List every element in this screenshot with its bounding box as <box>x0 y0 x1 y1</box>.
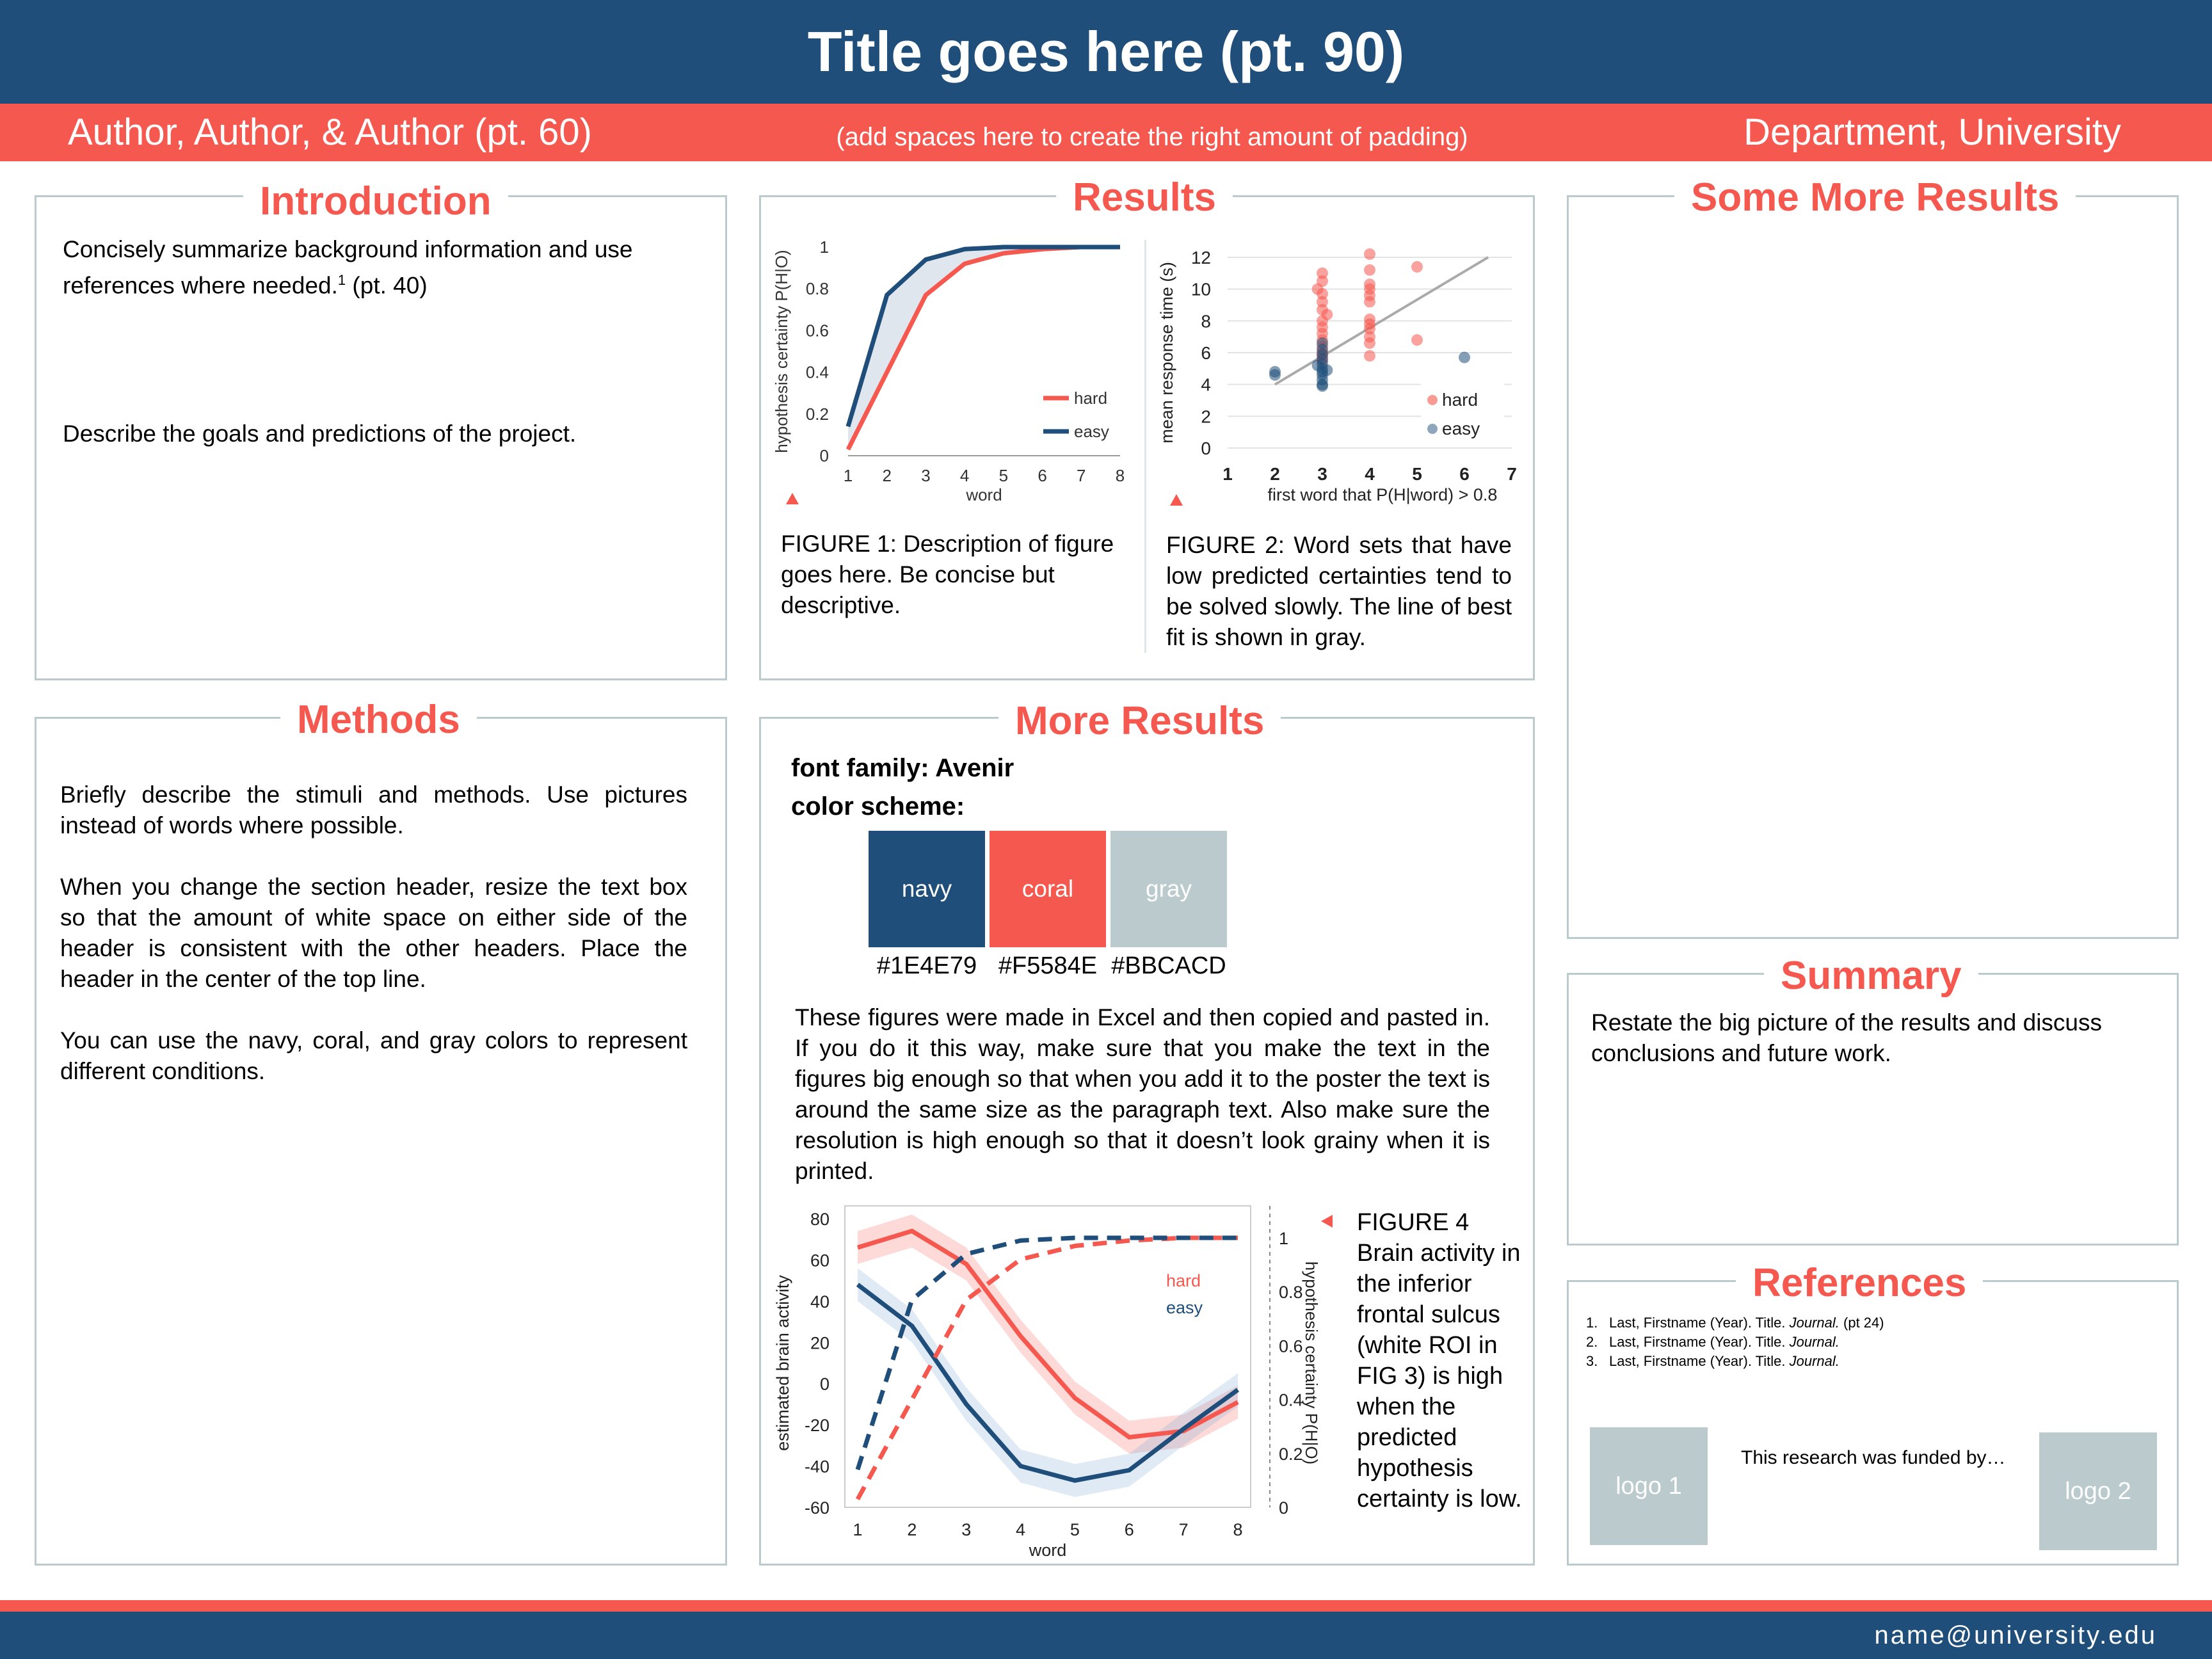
scatter-point-hard <box>1364 264 1375 276</box>
y-tick-label: 12 <box>1190 248 1211 268</box>
introduction-text: Concisely summarize background information and use references where needed. <box>63 236 633 299</box>
department: Department, University <box>1743 111 2121 153</box>
legend-swatch-easy <box>1427 424 1438 434</box>
x-axis-label: first word that P(H|word) > 0.8 <box>1267 485 1498 504</box>
introduction-title: Introduction <box>243 179 508 224</box>
methods-para-3: You can use the navy, coral, and gray colors to represent different conditions. <box>60 1027 687 1084</box>
methods-title: Methods <box>280 698 477 742</box>
x-tick-label: 7 <box>1178 1520 1189 1539</box>
x-tick-label: 6 <box>1124 1520 1134 1539</box>
x-tick-label: 1 <box>843 466 853 485</box>
swatch-gray-hex: #BBCACD <box>1111 952 1226 979</box>
scatter-point-hard <box>1312 284 1324 295</box>
legend-swatch-hard <box>1427 395 1438 405</box>
scatter-point-hard <box>1364 248 1375 260</box>
y-tick-label: 0.4 <box>805 362 829 382</box>
legend-label-easy: easy <box>1074 422 1109 441</box>
figure-4-caption: FIGURE 4 Brain activity in the inferior frontal sulcus (white ROI in FIG 3) is high when the predicted hypothesis certainty is low. <box>1357 1209 1522 1512</box>
scatter-point-easy <box>1269 369 1281 381</box>
figure-2-chart <box>1152 230 1523 518</box>
swatch-navy-hex: #1E4E79 <box>876 952 977 979</box>
legend-label-hard: hard <box>1442 390 1479 410</box>
y-axis-label: hypothesis certainty P(H|O) <box>772 250 791 453</box>
x-tick-label: 6 <box>1459 464 1470 484</box>
more-results-title: More Results <box>998 699 1281 744</box>
triangle-marker-icon <box>786 493 799 504</box>
figure-1-caption: FIGURE 1: Description of figure goes here. Be concise but descriptive. <box>781 531 1114 618</box>
logo-2: logo 2 <box>2039 1432 2157 1550</box>
y-tick-label: -60 <box>804 1498 830 1518</box>
x-tick-label: 4 <box>959 466 970 485</box>
methods-text <box>60 780 687 1087</box>
x-tick-label: 7 <box>1507 464 1517 484</box>
x-tick-label: 5 <box>1412 464 1422 484</box>
y2-tick-label: 0.4 <box>1279 1390 1303 1410</box>
y-tick-label: 6 <box>1201 343 1211 363</box>
y-tick-label: 80 <box>810 1210 830 1229</box>
y-tick-label: 20 <box>810 1333 830 1353</box>
introduction-para-1 <box>63 234 703 301</box>
x-tick-label: 6 <box>1038 466 1047 485</box>
triangle-marker-icon <box>1170 494 1183 506</box>
introduction-size-note: (pt. 40) <box>346 272 428 299</box>
x-axis-label: word <box>966 485 1002 504</box>
swatch-navy: navy <box>869 831 985 947</box>
scatter-point-easy <box>1317 380 1328 392</box>
contact-email: name@university.edu <box>1874 1621 2157 1649</box>
methods-para-2: When you change the section header, resize the text box so that the amount of white space on either side of the header is consistent with the other headers. Place the header in the center of the top line. <box>60 874 687 992</box>
y2-tick-label: 0 <box>1279 1498 1289 1518</box>
y-axis-label: estimated brain activity <box>773 1275 792 1451</box>
y-tick-label: 4 <box>1201 374 1211 395</box>
x-tick-label: 3 <box>961 1520 972 1539</box>
y-tick-label: -40 <box>804 1457 830 1477</box>
legend-label-hard: hard <box>1074 389 1108 408</box>
y-tick-label: 0 <box>819 446 829 465</box>
some-more-results-title: Some More Results <box>1674 175 2076 220</box>
y-tick-label: 0.6 <box>805 321 829 341</box>
y2-tick-label: 0.2 <box>1279 1444 1303 1464</box>
y-tick-label: 0.2 <box>805 404 829 424</box>
reference-superscript: 1 <box>337 272 346 288</box>
reference-item: 1. Last, Firstname (Year). Title. Journal. (pt 24) <box>1586 1315 1884 1331</box>
y-tick-label: 10 <box>1190 279 1211 300</box>
scatter-point-hard <box>1364 296 1375 308</box>
scatter-point-hard <box>1321 309 1333 320</box>
x-tick-label: 4 <box>1365 464 1375 484</box>
y-tick-label: 60 <box>810 1251 830 1270</box>
methods-para-1: Briefly describe the stimuli and methods. Use pictures instead of words where possible. <box>60 781 687 838</box>
x-tick-label: 4 <box>1016 1520 1026 1539</box>
x-tick-label: 2 <box>882 466 892 485</box>
padding-note: (add spaces here to create the right amount of padding) <box>836 123 1468 151</box>
reference-item: 2. Last, Firstname (Year). Title. Journal. <box>1586 1334 1839 1350</box>
x-tick-label: 3 <box>921 466 931 485</box>
x-axis-label: word <box>1029 1541 1067 1560</box>
scatter-point-hard <box>1364 337 1375 349</box>
scatter-point-hard <box>1411 334 1423 346</box>
y-axis-label: mean response time (s) <box>1157 262 1176 444</box>
figure-2-caption: FIGURE 2: Word sets that have low predicted certainties tend to be solved slowly. The line of best fit is shown in gray. <box>1166 532 1512 650</box>
legend-label-easy: easy <box>1442 419 1480 438</box>
some-more-results-panel <box>1567 195 2179 939</box>
y2-axis-label: hypothesis certainty P(H|O) <box>1302 1261 1321 1465</box>
x-tick-label: 8 <box>1233 1520 1243 1539</box>
figure-4-chart <box>768 1203 1331 1568</box>
logo-1: logo 1 <box>1590 1427 1708 1545</box>
legend-label-hard: hard <box>1166 1271 1201 1290</box>
references-list <box>1586 1313 2162 1371</box>
scatter-point-hard <box>1364 350 1375 362</box>
reference-item: 3. Last, Firstname (Year). Title. Journal. <box>1586 1353 1839 1369</box>
y-tick-label: 0 <box>819 1374 830 1394</box>
x-tick-label: 5 <box>1070 1520 1080 1539</box>
poster-title: Title goes here (pt. 90) <box>807 20 1405 83</box>
y-tick-label: -20 <box>804 1416 830 1436</box>
x-tick-label: 2 <box>907 1520 917 1539</box>
scatter-point-easy <box>1459 351 1470 363</box>
swatch-gray: gray <box>1110 831 1227 947</box>
y2-tick-label: 0.6 <box>1279 1336 1303 1356</box>
triangle-marker-icon <box>1321 1215 1333 1228</box>
summary-title: Summary <box>1764 954 1978 998</box>
swatch-coral: coral <box>990 831 1106 947</box>
more-results-paragraph: These figures were made in Excel and then copied and pasted in. If you do it this way, make sure that you make the text in the figures big enough so that when you add it to the poster the text is around the same size as the paragraph text. Also make sure the resolution is high enough so that it doesn’t look grainy when it is printed. <box>795 1004 1490 1184</box>
swatch-coral-hex: #F5584E <box>998 952 1098 979</box>
y2-tick-label: 1 <box>1279 1229 1289 1248</box>
funding-note: This research was funded by… <box>1741 1447 2006 1468</box>
y2-tick-label: 0.8 <box>1279 1283 1303 1302</box>
color-scheme-label: color scheme: <box>791 792 965 821</box>
x-tick-label: 1 <box>1222 464 1233 484</box>
y-tick-label: 0.8 <box>805 279 829 299</box>
y-tick-label: 40 <box>810 1292 830 1311</box>
x-tick-label: 2 <box>1270 464 1280 484</box>
scatter-point-easy <box>1321 364 1333 376</box>
results-title: Results <box>1056 175 1233 220</box>
y-tick-label: 8 <box>1201 311 1211 332</box>
figure-1-chart <box>768 224 1139 518</box>
y-tick-label: 2 <box>1201 406 1211 427</box>
introduction-para-2: Describe the goals and predictions of the project. <box>63 421 577 447</box>
series-band <box>848 247 1120 449</box>
x-tick-label: 8 <box>1115 466 1125 485</box>
y-tick-label: 0 <box>1201 438 1211 458</box>
references-title: References <box>1736 1261 1983 1306</box>
x-tick-label: 7 <box>1077 466 1086 485</box>
y-tick-label: 1 <box>819 237 829 257</box>
x-tick-label: 5 <box>998 466 1009 485</box>
scatter-point-hard <box>1411 261 1423 273</box>
footer-strip <box>0 1600 2212 1612</box>
x-tick-label: 1 <box>853 1520 863 1539</box>
font-family-label: font family: Avenir <box>791 754 1014 782</box>
summary-text: Restate the big picture of the results and discuss conclusions and future work. <box>1591 1009 2102 1066</box>
authors: Author, Author, & Author (pt. 60) <box>68 111 592 153</box>
legend-label-easy: easy <box>1166 1298 1203 1317</box>
figure-divider <box>1144 240 1146 653</box>
x-tick-label: 3 <box>1317 464 1327 484</box>
